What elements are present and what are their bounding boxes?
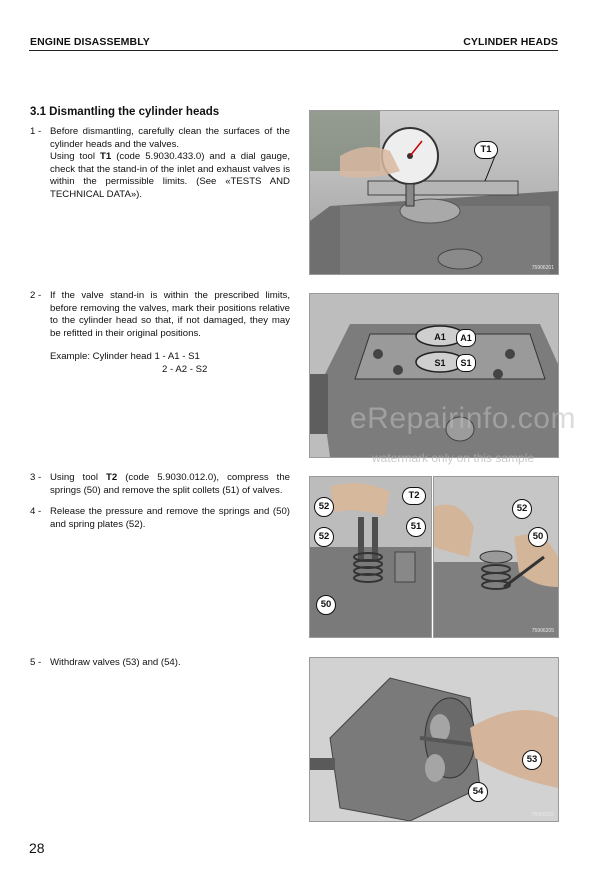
step-5 — [30, 657, 290, 670]
photo-valve-withdraw-image — [310, 658, 558, 821]
callout-52b: 52 — [314, 527, 334, 547]
step-text: Before dismantling, carefully clean the surfaces of the cylinder heads and the valves. — [50, 126, 290, 150]
step-text: Using tool — [50, 151, 100, 163]
step-4 — [30, 506, 290, 531]
tool-ref: T1 — [100, 151, 112, 163]
header-rule — [29, 50, 558, 51]
watermark-main: eRepairinfo.com — [350, 402, 576, 435]
tool-ref: T2 — [106, 472, 118, 483]
figure-code: 75906206 — [531, 812, 554, 818]
photo-spring-removal-image — [434, 477, 558, 637]
label-A1-etched: A1 — [434, 332, 446, 342]
label-S1-etched: S1 — [434, 358, 446, 368]
step-text: Release the pressure and remove the springs and (50) and spring plates (52). — [50, 506, 290, 530]
page-number: 28 — [29, 840, 45, 856]
section-title: 3.1 Dismantling the cylinder heads — [30, 106, 220, 118]
step-1 — [30, 126, 290, 202]
callout-52: 52 — [314, 497, 334, 517]
callout-50: 50 — [316, 595, 336, 615]
example-line-2: 2 - A2 - S2 — [162, 364, 208, 375]
step-text: (code 5.9030.433.0) and a dial gauge, check that the stand-in of the inlet and exhaust valves is within the permissible limits. (See «TESTS AND TECHNICAL DATA»). — [50, 151, 291, 200]
callout-T2: T2 — [402, 487, 426, 505]
step-3 — [30, 472, 290, 497]
callout-52: 52 — [512, 499, 532, 519]
example-block — [50, 350, 207, 376]
callout-54: 54 — [468, 782, 488, 802]
step-number: 4 - — [30, 506, 42, 517]
step-text: Using tool — [50, 472, 106, 483]
step-2 — [30, 290, 290, 340]
running-header-left: ENGINE DISASSEMBLY — [30, 36, 150, 48]
figure-code: 75906201 — [531, 265, 554, 271]
callout-51: 51 — [406, 517, 426, 537]
figure-code: 75906205 — [531, 628, 554, 634]
callout-50: 50 — [528, 527, 548, 547]
photo-spring-compress — [309, 476, 432, 638]
example-line-1: Example: Cylinder head 1 - A1 - S1 — [50, 351, 200, 362]
photo-dial-gauge — [309, 110, 559, 275]
running-header-right: CYLINDER HEADS — [463, 36, 558, 48]
photo-spring-removal — [433, 476, 559, 638]
step-number: 2 - — [30, 290, 42, 301]
step-text: (code 5.9030.012.0), compress the springs (50) and remove the split collets (51) of valves. — [50, 472, 290, 496]
step-number: 3 - — [30, 472, 42, 483]
step-number: 1 - — [30, 126, 42, 137]
step-text: If the valve stand-in is within the prescribed limits, before removing the valves, mark their positions relative to the cylinder head so that, if not damaged, they may be refitted in their original positions. — [50, 290, 290, 339]
photo-dial-gauge-image — [310, 111, 558, 274]
step-text: Withdraw valves (53) and (54). — [50, 657, 181, 668]
callout-53: 53 — [522, 750, 542, 770]
step-number: 5 - — [30, 657, 42, 668]
photo-valve-withdraw — [309, 657, 559, 822]
callout-T1: T1 — [474, 141, 498, 159]
watermark-sub: watermark only on this sample — [372, 451, 535, 465]
callout-S1: S1 — [456, 354, 476, 372]
callout-A1: A1 — [456, 329, 476, 347]
